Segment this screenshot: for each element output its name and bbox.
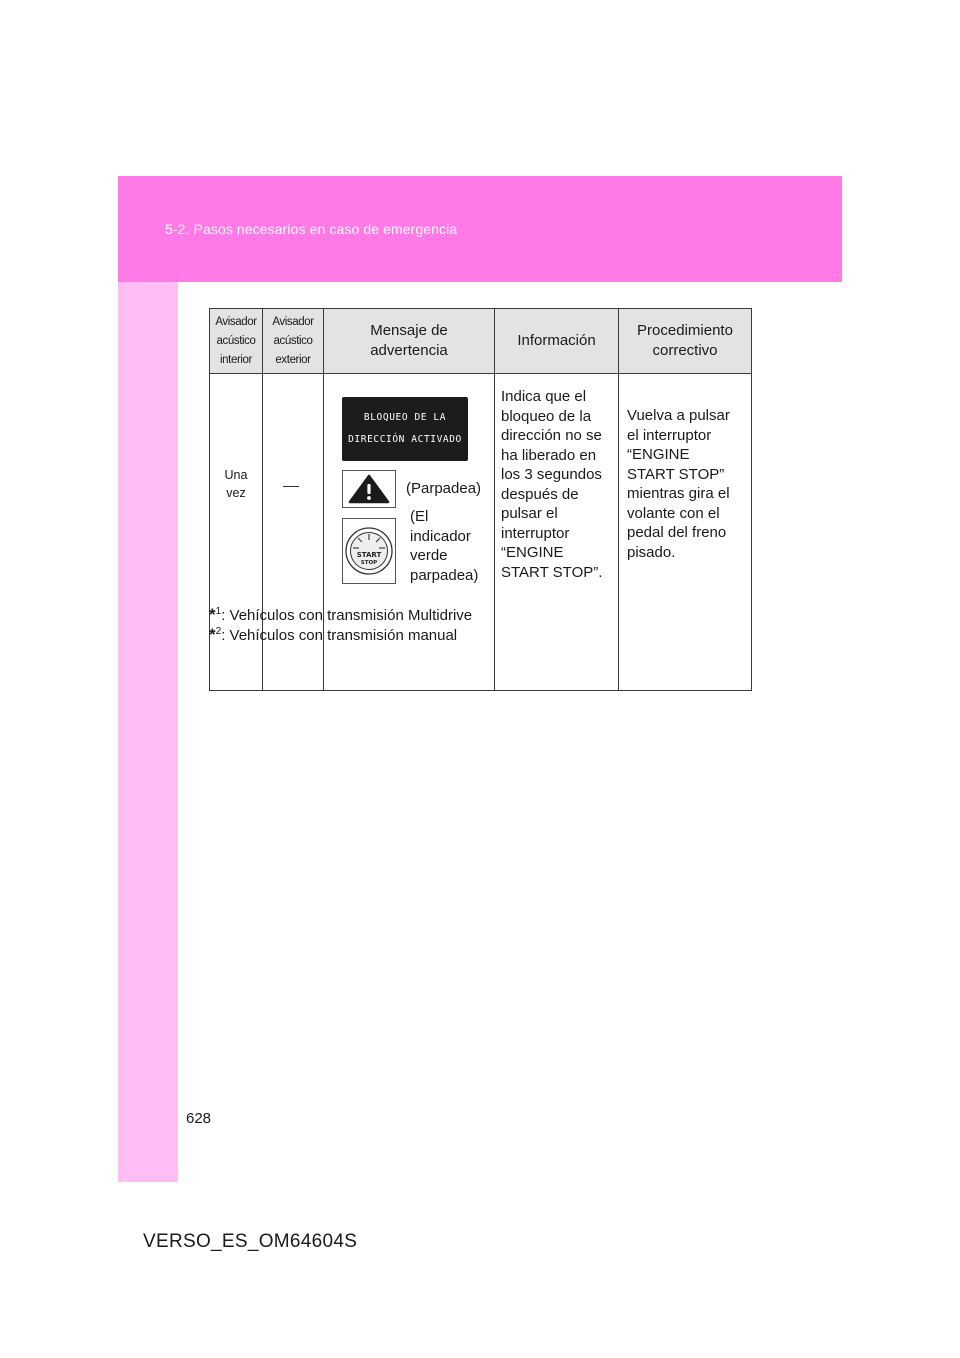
header-corrective-action: Procedimiento correctivo — [619, 309, 752, 374]
start-icon-label: (El indicador verde parpadea) — [410, 508, 479, 584]
side-band — [118, 282, 178, 1182]
footnote-1: *$^1$: Vehículos con transmisión Multidrive — [209, 605, 473, 624]
header-information: Información — [495, 309, 619, 374]
cell-internal-buzzer: Una vez — [210, 374, 263, 691]
cell-corrective-action: Vuelva a pulsar el interruptor “ENGINE START STOP” mientras gira el volante con el pedal del freno pisado. — [619, 374, 752, 691]
lcd-message-display: BLOQUEO DE LA DIRECCIÓN ACTIVADO — [342, 397, 468, 461]
footnote-2: *$^2$: Vehículos con transmisión manual — [209, 625, 458, 644]
svg-text:STOP: STOP — [360, 560, 378, 566]
header-external-buzzer: Avisador acústico exterior — [263, 309, 324, 374]
header-internal-buzzer: Avisador acústico interior — [210, 309, 263, 374]
table-header-row — [210, 309, 752, 374]
warning-icon-label: (Parpadea) — [406, 480, 482, 497]
document-code: VERSO_ES_OM64604S — [143, 1231, 358, 1252]
master-warning-icon — [342, 470, 396, 508]
page-number: 628 — [186, 1110, 212, 1127]
cell-information: Indica que el bloqueo de la dirección no se ha liberado en los 3 segundos después de pulsar el interruptor “ENGINE START STOP”. — [495, 374, 619, 691]
section-title: 5-2. Pasos necesarios en caso de emergencia — [165, 221, 458, 237]
start-stop-indicator-icon — [342, 518, 396, 584]
header-warning-message: Mensaje de advertencia — [324, 309, 495, 374]
svg-text:START: START — [356, 551, 382, 559]
dash-mark — [283, 486, 299, 487]
